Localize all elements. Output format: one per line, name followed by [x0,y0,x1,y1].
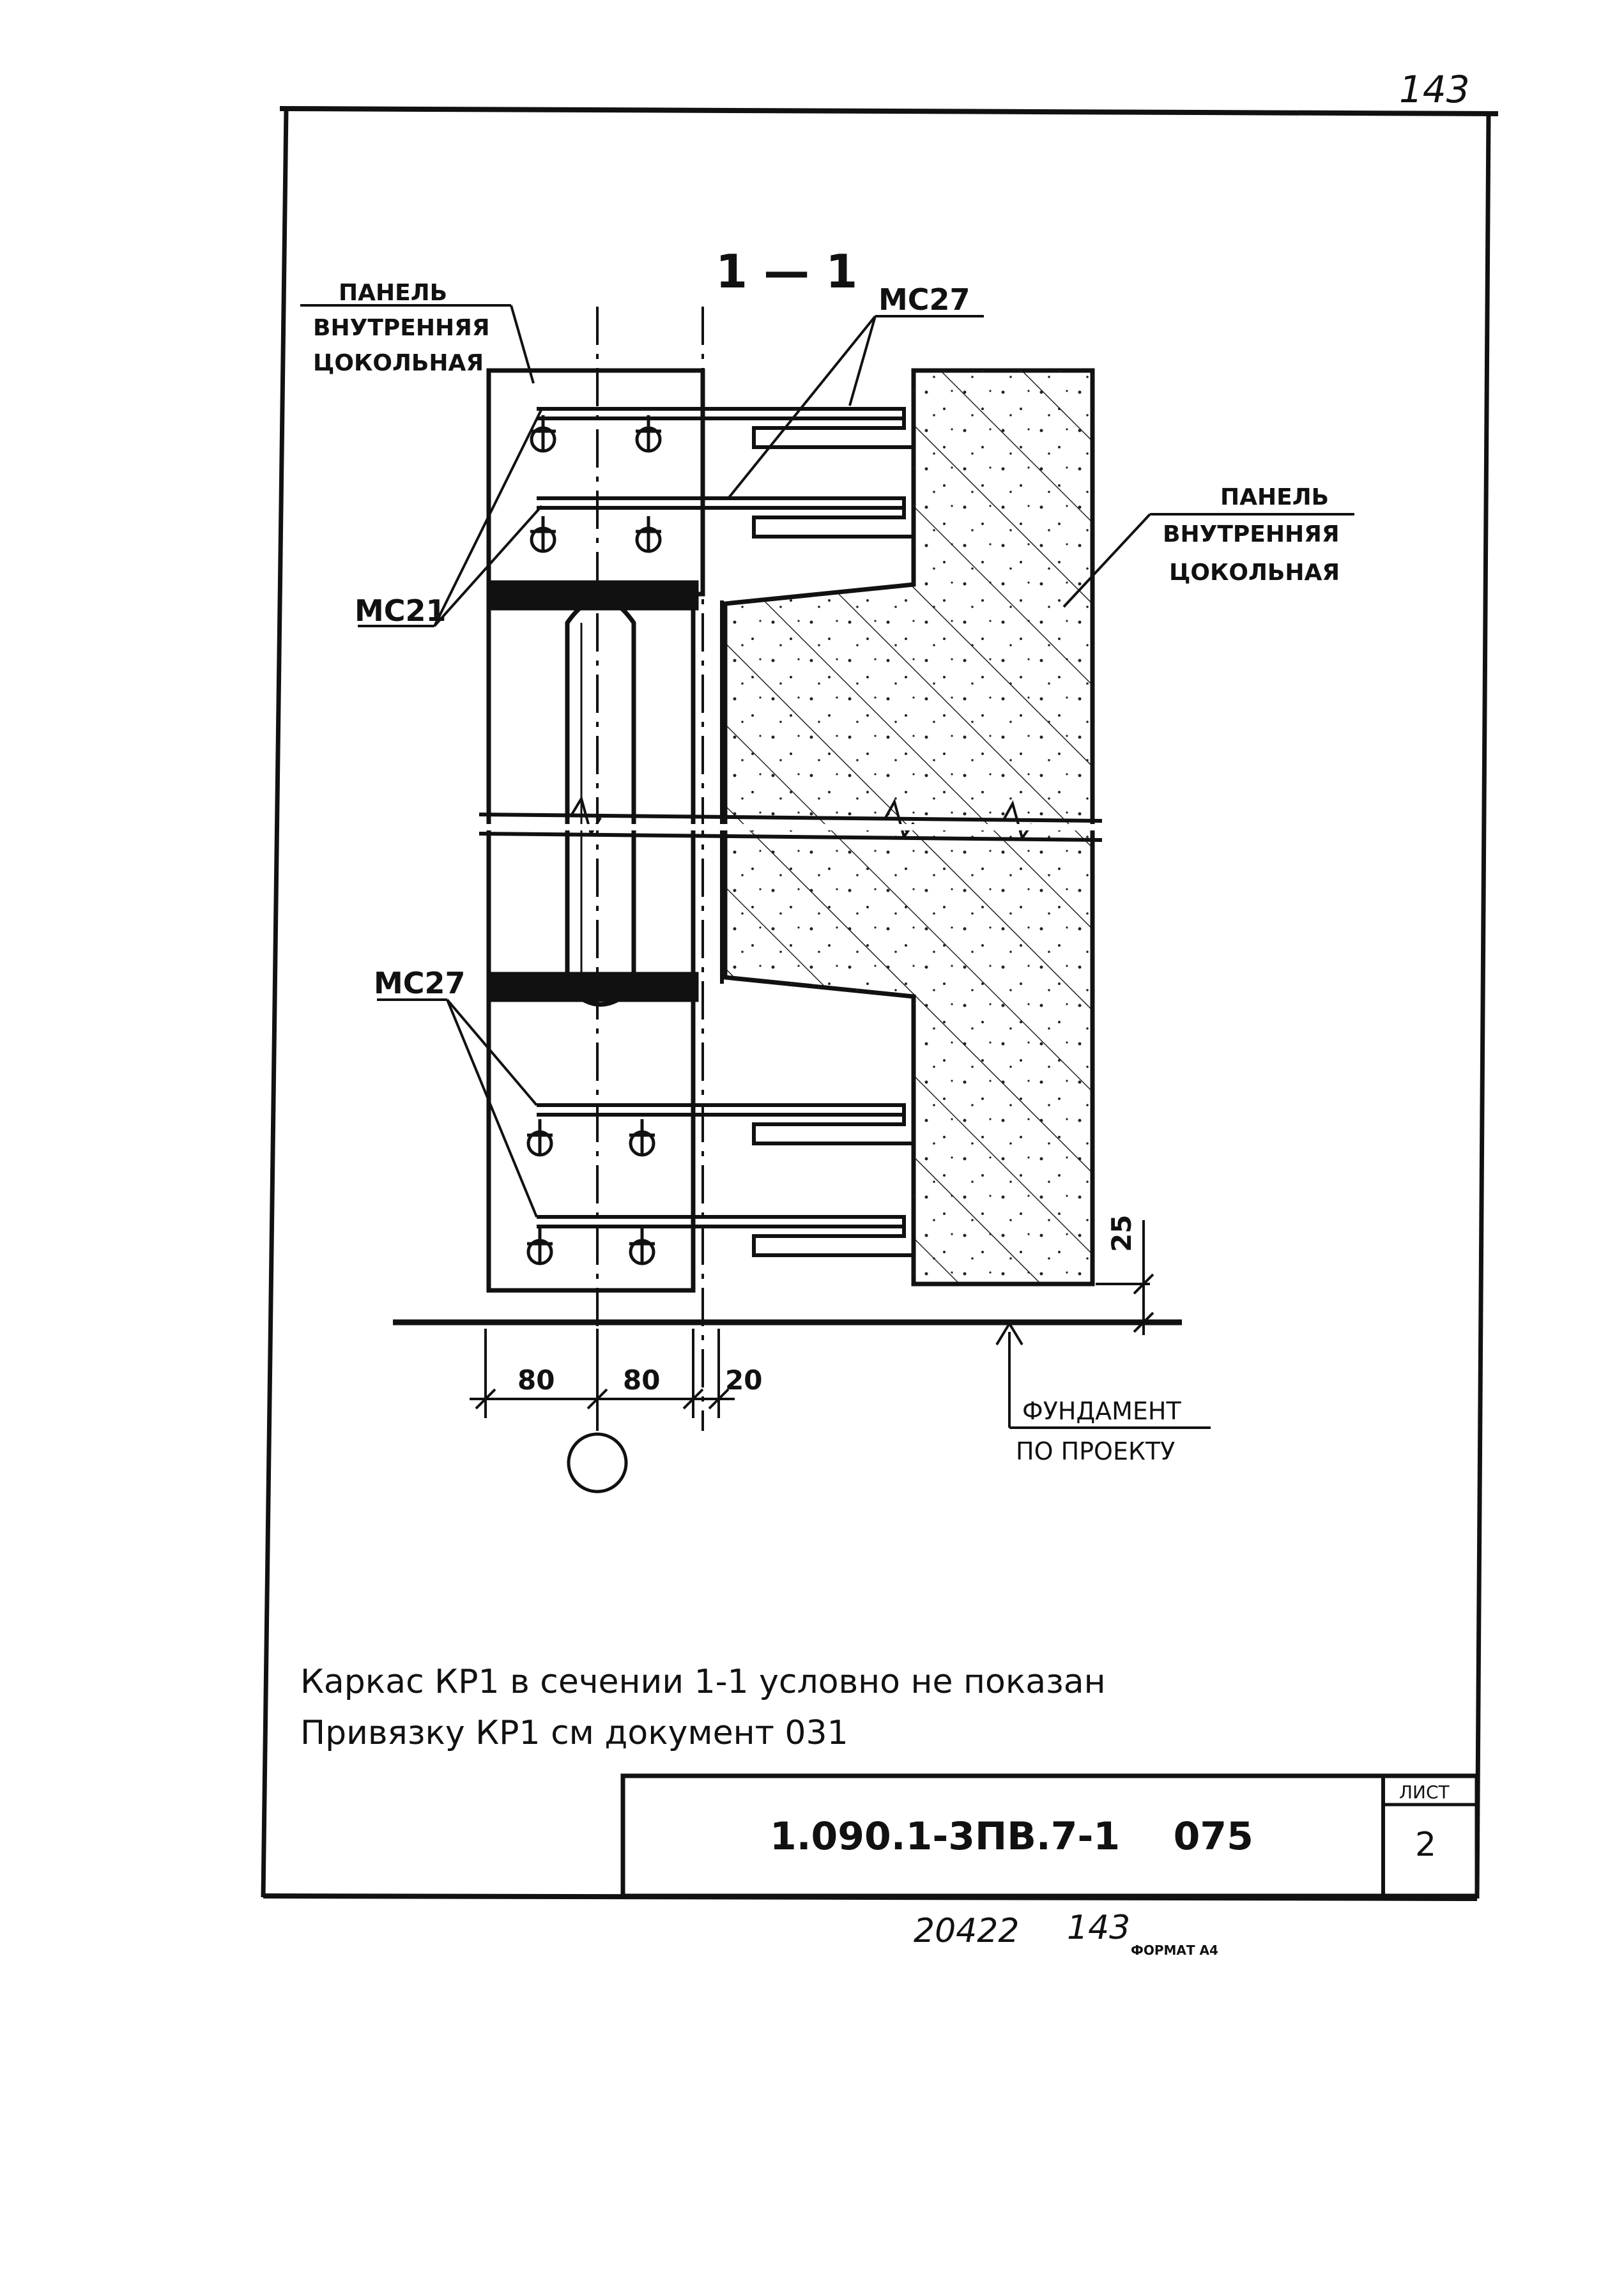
svg-text:ЦОКОЛЬНАЯ: ЦОКОЛЬНАЯ [1169,560,1340,586]
label-foundation [1016,1397,1181,1465]
bolt-icon [527,1119,553,1155]
bolt-icon [636,415,661,451]
bolt-icon [629,1228,655,1264]
svg-text:ПАНЕЛЬ: ПАНЕЛЬ [339,280,448,306]
title-block-sheet-number: 2 [1415,1826,1437,1864]
label-mc27-top: МС27 [878,282,970,317]
bolts [527,415,661,1264]
title-block-sheet-label: ЛИСТ [1399,1782,1450,1803]
svg-text:ПО ПРОЕКТУ: ПО ПРОЕКТУ [1016,1437,1176,1465]
note-1: Каркас КР1 в сечении 1-1 условно не показан [300,1663,1106,1701]
label-mc21: МС21 [355,593,447,628]
bottom-ref-page: 143 [1067,1909,1131,1947]
svg-text:ВНУТРЕННЯЯ: ВНУТРЕННЯЯ [313,315,490,341]
bolt-icon [527,1228,553,1264]
svg-text:ФУНДАМЕНТ: ФУНДАМЕНТ [1022,1397,1181,1425]
dim-80-right: 80 [623,1364,661,1396]
svg-text:ПАНЕЛЬ: ПАНЕЛЬ [1220,484,1329,510]
dim-20: 20 [725,1364,763,1396]
bolt-icon [530,516,556,551]
dim-80-left: 80 [517,1364,555,1396]
note-2: Привязку КР1 см документ 031 [300,1714,848,1752]
bolt-icon [636,516,661,551]
bolt-icon [530,415,556,451]
label-mc27-bottom: МС27 [374,966,466,1000]
svg-text:ВНУТРЕННЯЯ: ВНУТРЕННЯЯ [1163,521,1340,547]
format-label: ФОРМАТ А4 [1131,1943,1218,1958]
axis-marker-icon [569,1434,626,1492]
title-block-code: 1.090.1-3ПВ.7-1 075 [770,1814,1253,1859]
corner-number: 143 [1399,68,1470,111]
label-panel-right [1163,484,1340,586]
svg-text:ЦОКОЛЬНАЯ: ЦОКОЛЬНАЯ [313,350,484,376]
bottom-ref-number: 20422 [914,1912,1020,1950]
bolt-icon [629,1119,655,1155]
section-title: 1 — 1 [716,245,858,298]
label-panel-left [313,280,490,376]
dim-25: 25 [1106,1214,1137,1252]
